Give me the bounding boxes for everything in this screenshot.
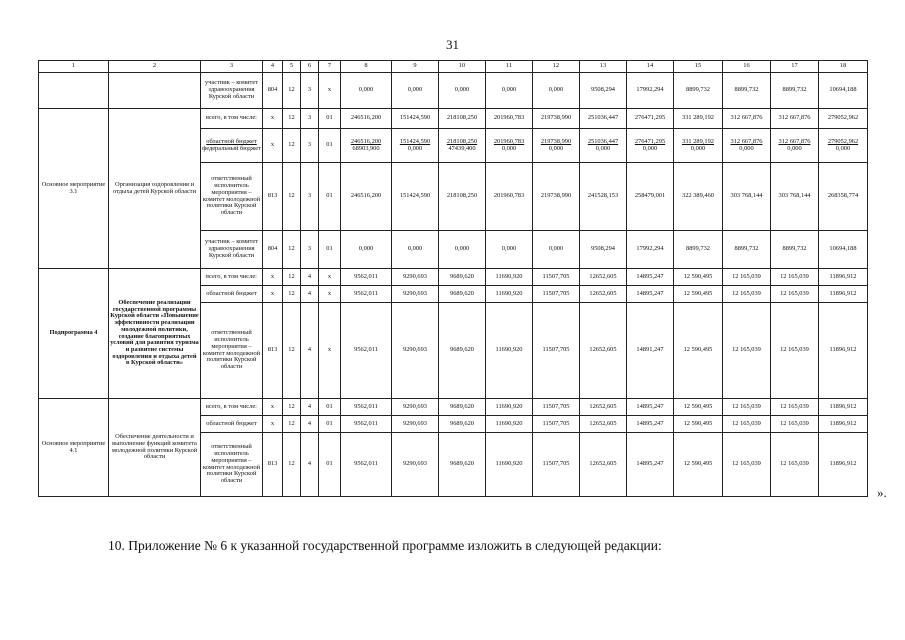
executor-label: участник – комитет здравоохранения Курской области <box>201 231 263 269</box>
cell-value: 312 667,876 <box>778 137 811 145</box>
paragraph-text: 10. Приложение № 6 к указанной государственной программе изложить в следующей редакции: <box>108 538 662 553</box>
cell-value: 279052,962 <box>827 137 859 145</box>
cell-value: 276471,295 <box>634 137 666 145</box>
empty-cell <box>109 73 201 109</box>
executor-label: участник – комитет здравоохранения Курской области <box>201 73 263 109</box>
cell-value: федеральный бюджет <box>202 144 261 152</box>
code-cell: 01 <box>319 231 341 269</box>
code-cell: х <box>319 286 341 303</box>
amount-cell: 14895,247 <box>627 416 674 433</box>
table-cell <box>674 129 723 163</box>
code-cell: х <box>263 129 283 163</box>
activity-number: Основное мероприятие 3.1 <box>39 109 109 269</box>
executor-label: ответственный исполнитель мероприятия – комитет молодежной политики Курской области <box>201 163 263 231</box>
empty-cell <box>39 73 109 109</box>
code-cell: х <box>263 286 283 303</box>
amount-cell: 9562,011 <box>341 399 392 416</box>
code-cell: 4 <box>301 416 319 433</box>
code-cell: 12 <box>283 399 301 416</box>
amount-cell: 11896,912 <box>819 286 868 303</box>
amount-cell: 12 165,039 <box>723 303 771 399</box>
executor-label: всего, в том числе: <box>201 399 263 416</box>
amount-cell: 0,000 <box>392 73 439 109</box>
cell-value: 218108,250 <box>446 137 478 145</box>
executor-label: всего, в том числе: <box>201 269 263 286</box>
code-cell: 12 <box>283 269 301 286</box>
code-cell: х <box>319 73 341 109</box>
cell-value: 68903,900 <box>352 144 380 152</box>
amount-cell: 0,000 <box>439 73 486 109</box>
amount-cell: 0,000 <box>486 73 533 109</box>
amount-cell: 303 768,144 <box>771 163 819 231</box>
table-row <box>39 109 868 129</box>
amount-cell: 9290,693 <box>392 286 439 303</box>
amount-cell: 9689,620 <box>439 416 486 433</box>
code-cell: 3 <box>301 73 319 109</box>
cell-value: 47439,400 <box>448 144 476 152</box>
code-cell: 4 <box>301 399 319 416</box>
code-cell: 4 <box>301 433 319 497</box>
amount-cell: 0,000 <box>341 73 392 109</box>
code-cell: 01 <box>319 109 341 129</box>
amount-cell: 251036,447 <box>580 109 627 129</box>
amount-cell: 9290,693 <box>392 433 439 497</box>
amount-cell: 11507,705 <box>533 433 580 497</box>
amount-cell: 8899,732 <box>723 73 771 109</box>
amount-cell: 11507,705 <box>533 399 580 416</box>
cell-value: 312 667,876 <box>730 137 763 145</box>
code-cell: 813 <box>263 433 283 497</box>
code-cell: 12 <box>283 303 301 399</box>
table-cell <box>201 129 263 163</box>
header-cell: 1 <box>39 61 109 73</box>
amount-cell: 17992,294 <box>627 231 674 269</box>
table-cell <box>486 129 533 163</box>
amount-cell: 11896,912 <box>819 269 868 286</box>
table-cell <box>580 129 627 163</box>
amount-cell: 11690,920 <box>486 269 533 286</box>
amount-cell: 279052,962 <box>819 109 868 129</box>
cell-value: 0,000 <box>739 144 754 152</box>
cell-value: 0,000 <box>835 144 851 152</box>
amount-cell: 12 165,039 <box>771 399 819 416</box>
header-cell: 7 <box>319 61 341 73</box>
amount-cell: 246516,200 <box>341 109 392 129</box>
code-cell: 813 <box>263 163 283 231</box>
amount-cell: 0,000 <box>341 231 392 269</box>
cell-value: 0,000 <box>407 144 423 152</box>
amount-cell: 11690,920 <box>486 416 533 433</box>
amount-cell: 0,000 <box>392 231 439 269</box>
code-cell: 3 <box>301 231 319 269</box>
amount-cell: 151424,590 <box>392 109 439 129</box>
code-cell: х <box>319 269 341 286</box>
amount-cell: 201960,783 <box>486 163 533 231</box>
amount-cell: 17992,294 <box>627 73 674 109</box>
cell-value: 0,000 <box>501 144 517 152</box>
amount-cell: 12 165,039 <box>723 416 771 433</box>
amount-cell: 12 165,039 <box>723 399 771 416</box>
amount-cell: 9689,620 <box>439 303 486 399</box>
amount-cell: 218108,250 <box>439 109 486 129</box>
code-cell: х <box>263 399 283 416</box>
amount-cell: 14895,247 <box>627 286 674 303</box>
amount-cell: 151424,590 <box>392 163 439 231</box>
cell-value: 219738,990 <box>540 137 572 145</box>
amount-cell: 9508,294 <box>580 73 627 109</box>
amount-cell: 11690,920 <box>486 433 533 497</box>
table-cell <box>533 129 580 163</box>
code-cell: 813 <box>263 303 283 399</box>
amount-cell: 246516,200 <box>341 163 392 231</box>
subprogram-number: Подпрограмма 4 <box>39 269 109 399</box>
amount-cell: 9290,693 <box>392 399 439 416</box>
header-cell: 9 <box>392 61 439 73</box>
amount-cell: 12 590,495 <box>674 303 723 399</box>
code-cell: 12 <box>283 163 301 231</box>
table-cell <box>392 129 439 163</box>
code-cell: х <box>263 109 283 129</box>
amount-cell: 14895,247 <box>627 433 674 497</box>
amount-cell: 14895,247 <box>627 269 674 286</box>
code-cell: 12 <box>283 286 301 303</box>
amount-cell: 12652,605 <box>580 303 627 399</box>
header-cell: 5 <box>283 61 301 73</box>
amount-cell: 9290,693 <box>392 416 439 433</box>
closing-quote: ». <box>877 485 887 500</box>
activity-name: Обеспечение деятельности и выполнение функций комитета молодежной политики Курской области <box>109 399 201 497</box>
code-cell: 12 <box>283 433 301 497</box>
code-cell: 3 <box>301 109 319 129</box>
code-cell: 3 <box>301 163 319 231</box>
table-cell <box>723 129 771 163</box>
code-cell: 4 <box>301 286 319 303</box>
amount-cell: 12652,605 <box>580 269 627 286</box>
code-cell: 12 <box>283 73 301 109</box>
code-cell: 12 <box>283 129 301 163</box>
code-cell: 4 <box>301 269 319 286</box>
amount-cell: 12 165,039 <box>771 269 819 286</box>
amount-cell: 218108,250 <box>439 163 486 231</box>
amount-cell: 8899,732 <box>674 73 723 109</box>
amount-cell: 12 165,039 <box>771 416 819 433</box>
amount-cell: 11690,920 <box>486 286 533 303</box>
amount-cell: 9689,620 <box>439 286 486 303</box>
header-cell: 6 <box>301 61 319 73</box>
amount-cell: 303 768,144 <box>723 163 771 231</box>
amount-cell: 12652,605 <box>580 399 627 416</box>
table-cell <box>771 129 819 163</box>
table-row <box>39 399 868 416</box>
amount-cell: 12652,605 <box>580 433 627 497</box>
amount-cell: 276471,295 <box>627 109 674 129</box>
amount-cell: 12 165,039 <box>771 286 819 303</box>
executor-label: областной бюджет <box>201 416 263 433</box>
amount-cell: 8899,732 <box>674 231 723 269</box>
header-cell: 13 <box>580 61 627 73</box>
amount-cell: 14895,247 <box>627 399 674 416</box>
code-cell: 3 <box>301 129 319 163</box>
cell-value: 0,000 <box>595 144 611 152</box>
amount-cell: 12652,605 <box>580 286 627 303</box>
amount-cell: 8899,732 <box>771 73 819 109</box>
amount-cell: 9689,620 <box>439 269 486 286</box>
cell-value: 151424,590 <box>399 137 431 145</box>
amount-cell: 14891,247 <box>627 303 674 399</box>
amount-cell: 219738,990 <box>533 163 580 231</box>
header-cell: 10 <box>439 61 486 73</box>
cell-value: 0,000 <box>548 144 564 152</box>
amount-cell: 12 590,495 <box>674 286 723 303</box>
header-cell: 12 <box>533 61 580 73</box>
amount-cell: 12652,605 <box>580 416 627 433</box>
cell-value: 246516,200 <box>350 137 382 145</box>
amount-cell: 9689,620 <box>439 433 486 497</box>
amount-cell: 11896,912 <box>819 433 868 497</box>
amount-cell: 12 165,039 <box>771 303 819 399</box>
page-number: 31 <box>446 37 459 52</box>
amount-cell: 11507,705 <box>533 269 580 286</box>
amount-cell: 0,000 <box>486 231 533 269</box>
code-cell: 01 <box>319 163 341 231</box>
table-cell <box>341 129 392 163</box>
header-cell: 14 <box>627 61 674 73</box>
header-cell: 2 <box>109 61 201 73</box>
header-cell: 4 <box>263 61 283 73</box>
amount-cell: 12 165,039 <box>771 433 819 497</box>
amount-cell: 331 289,192 <box>674 109 723 129</box>
table-cell <box>627 129 674 163</box>
amount-cell: 312 667,876 <box>771 109 819 129</box>
executor-label: всего, в том числе: <box>201 109 263 129</box>
table-row <box>39 73 868 109</box>
activity-number: Основное мероприятие 4.1 <box>39 399 109 497</box>
subprogram-name: Обеспечение реализации государственной программы Курской области «Повышение эффективности реализации молодежной политики, создание благоприятных условий для развития туризма и развитие системы оздоровления и отдыха детей в Курской области» <box>109 269 201 399</box>
amount-cell: 241528,153 <box>580 163 627 231</box>
amount-cell: 9562,011 <box>341 269 392 286</box>
amount-cell: 312 667,876 <box>723 109 771 129</box>
cell-value: 331 289,192 <box>682 137 714 145</box>
amount-cell: 9508,294 <box>580 231 627 269</box>
cell-value: областной бюджет <box>206 137 257 145</box>
executor-label: ответственный исполнитель мероприятия – комитет молодежной политики Курской области <box>201 433 263 497</box>
amount-cell: 201960,783 <box>486 109 533 129</box>
code-cell: 01 <box>319 433 341 497</box>
budget-table <box>38 60 868 497</box>
table-cell <box>819 129 868 163</box>
cell-value: 251036,447 <box>587 137 619 145</box>
amount-cell: 12 590,495 <box>674 399 723 416</box>
executor-label: областной бюджет <box>201 286 263 303</box>
amount-cell: 11690,920 <box>486 399 533 416</box>
code-cell: 01 <box>319 129 341 163</box>
amount-cell: 11896,912 <box>819 399 868 416</box>
amount-cell: 9562,011 <box>341 303 392 399</box>
cell-value: 0,000 <box>642 144 658 152</box>
header-cell: 3 <box>201 61 263 73</box>
amount-cell: 11507,705 <box>533 416 580 433</box>
header-cell: 11 <box>486 61 533 73</box>
amount-cell: 9689,620 <box>439 399 486 416</box>
executor-label: ответственный исполнитель мероприятия – комитет молодежной политики Курской области <box>201 303 263 399</box>
code-cell: 12 <box>283 416 301 433</box>
amount-cell: 9562,011 <box>341 416 392 433</box>
code-cell: х <box>319 303 341 399</box>
amount-cell: 12 590,495 <box>674 269 723 286</box>
amount-cell: 11507,705 <box>533 286 580 303</box>
amount-cell: 9290,693 <box>392 269 439 286</box>
amount-cell: 219738,990 <box>533 109 580 129</box>
amount-cell: 12 165,039 <box>723 269 771 286</box>
table-row <box>39 269 868 286</box>
amount-cell: 0,000 <box>533 73 580 109</box>
amount-cell: 12 165,039 <box>723 433 771 497</box>
code-cell: 804 <box>263 231 283 269</box>
amount-cell: 10694,188 <box>819 73 868 109</box>
amount-cell: 9562,011 <box>341 433 392 497</box>
header-cell: 18 <box>819 61 868 73</box>
amount-cell: 11507,705 <box>533 303 580 399</box>
table-cell <box>439 129 486 163</box>
amount-cell: 322 389,460 <box>674 163 723 231</box>
header-cell: 15 <box>674 61 723 73</box>
activity-name: Организация оздоровления и отдыха детей Курской области <box>109 109 201 269</box>
header-cell: 16 <box>723 61 771 73</box>
amount-cell: 8899,732 <box>723 231 771 269</box>
header-cell: 17 <box>771 61 819 73</box>
amount-cell: 8899,732 <box>771 231 819 269</box>
code-cell: х <box>263 269 283 286</box>
cell-value: 0,000 <box>787 144 802 152</box>
amount-cell: 0,000 <box>439 231 486 269</box>
amount-cell: 10694,188 <box>819 231 868 269</box>
code-cell: 804 <box>263 73 283 109</box>
code-cell: 12 <box>283 231 301 269</box>
amount-cell: 9562,011 <box>341 286 392 303</box>
header-row <box>39 61 868 73</box>
amount-cell: 258479,001 <box>627 163 674 231</box>
amount-cell: 11690,920 <box>486 303 533 399</box>
amount-cell: 12 590,495 <box>674 433 723 497</box>
code-cell: 12 <box>283 109 301 129</box>
amount-cell: 12 590,495 <box>674 416 723 433</box>
amount-cell: 11896,912 <box>819 416 868 433</box>
amount-cell: 9290,693 <box>392 303 439 399</box>
amount-cell: 12 165,039 <box>723 286 771 303</box>
code-cell: х <box>263 416 283 433</box>
code-cell: 4 <box>301 303 319 399</box>
code-cell: 01 <box>319 399 341 416</box>
amount-cell: 268358,774 <box>819 163 868 231</box>
cell-value: 201960,783 <box>493 137 525 145</box>
header-cell: 8 <box>341 61 392 73</box>
amount-cell: 11896,912 <box>819 303 868 399</box>
amount-cell: 0,000 <box>533 231 580 269</box>
code-cell: 01 <box>319 416 341 433</box>
cell-value: 0,000 <box>690 144 706 152</box>
